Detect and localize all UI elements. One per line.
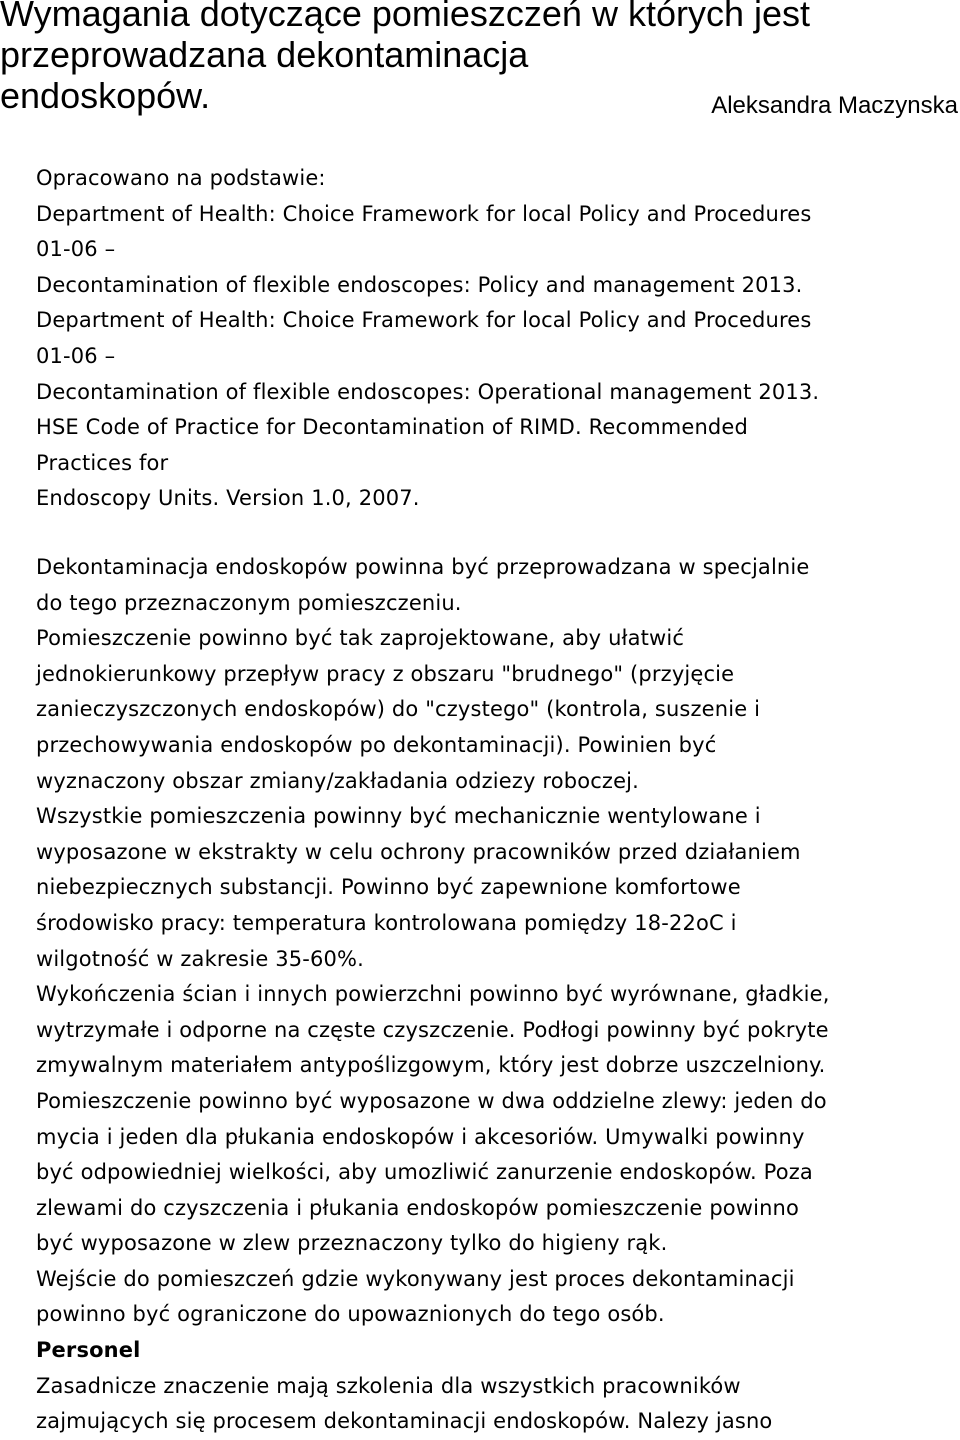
paragraph-line: Pomieszczenie powinno być wyposazone w dwa oddzielne zlewy: jeden do: [36, 1088, 827, 1113]
sources-line: Department of Health: Choice Framework for local Policy and Procedures: [36, 308, 812, 333]
requirements-section: [36, 550, 956, 1440]
paragraph-line: przechowywania endoskopów po dekontaminacji). Powinien być: [36, 732, 717, 757]
paragraph-line: wytrzymałe i odporne na częste czyszczenie. Podłogi powinny być pokryte: [36, 1017, 829, 1042]
paragraph-line: zanieczyszczonych endoskopów) do "czystego" (kontrola, suszenie i: [36, 697, 761, 722]
paragraph-line: wilgotność w zakresie 35-60%.: [36, 946, 364, 971]
paragraph-line: niebezpiecznych substancji. Powinno być zapewnione komfortowe: [36, 875, 741, 900]
sources-line: 01-06 –: [36, 343, 116, 368]
paragraph-line: zajmujących się procesem dekontaminacji endoskopów. Nalezy jasno: [36, 1409, 773, 1434]
paragraph-line: być wyposazone w zlew przeznaczony tylko do higieny rąk.: [36, 1231, 668, 1256]
sources-line: HSE Code of Practice for Decontamination of RIMD. Recommended: [36, 415, 748, 440]
paragraph-line: być odpowiedniej wielkości, aby umozliwić zanurzenie endoskopów. Poza: [36, 1160, 813, 1185]
paragraph-line: mycia i jeden dla płukania endoskopów i akcesoriów. Umywalki powinny: [36, 1124, 805, 1149]
paragraph-line: Dekontaminacja endoskopów powinna być przeprowadzana w specjalnie: [36, 555, 810, 579]
paragraph-line: Wykończenia ścian i innych powierzchni powinno być wyrównane, gładkie,: [36, 982, 830, 1007]
paragraph-line: do tego przeznaczonym pomieszczeniu.: [36, 590, 462, 615]
author-name: Aleksandra Maczynska: [711, 92, 958, 119]
paragraph-line: wyznaczony obszar zmiany/zakładania odziezy roboczej.: [36, 768, 639, 793]
sources-line: 01-06 –: [36, 237, 116, 262]
paragraph-line: środowisko pracy: temperatura kontrolowana pomiędzy 18-22oC i: [36, 910, 737, 935]
paragraph-line: wyposazone w ekstrakty w celu ochrony pracowników przed działaniem: [36, 839, 801, 864]
title-line: endoskopów.: [0, 75, 211, 116]
paragraph-line: Zasadnicze znaczenie mają szkolenia dla wszystkich pracowników: [36, 1373, 741, 1398]
paragraph-line: Wejście do pomieszczeń gdzie wykonywany jest proces dekontaminacji: [36, 1266, 795, 1291]
sources-line: Endoscopy Units. Version 1.0, 2007.: [36, 486, 420, 511]
paragraph-line: Pomieszczenie powinno być tak zaprojektowane, aby ułatwić: [36, 626, 685, 651]
paragraph-line: Wszystkie pomieszczenia powinny być mechanicznie wentylowane i: [36, 804, 761, 829]
paragraph-line: jednokierunkowy przepływ pracy z obszaru "brudnego" (przyjęcie: [36, 661, 735, 686]
title-line: przeprowadzana dekontaminacja: [0, 34, 529, 75]
sources-section: [36, 161, 956, 517]
sources-line: Practices for: [36, 450, 169, 475]
sources-line: Department of Health: Choice Framework for local Policy and Procedures: [36, 201, 812, 226]
section-heading-personnel: Personel: [36, 1338, 141, 1363]
sources-line: Decontamination of flexible endoscopes: Operational management 2013.: [36, 379, 820, 404]
paragraph-line: zmywalnym materiałem antypoślizgowym, który jest dobrze uszczelniony.: [36, 1053, 826, 1078]
paragraph-line: powinno być ograniczone do upowaznionych do tego osób.: [36, 1302, 665, 1327]
sources-line: Decontamination of flexible endoscopes: Policy and management 2013.: [36, 272, 803, 297]
sources-line: Opracowano na podstawie:: [36, 166, 326, 190]
title-line: Wymagania dotyczące pomieszczeń w których jest: [0, 0, 810, 34]
paragraph-line: zlewami do czyszczenia i płukania endoskopów pomieszczenie powinno: [36, 1195, 800, 1220]
